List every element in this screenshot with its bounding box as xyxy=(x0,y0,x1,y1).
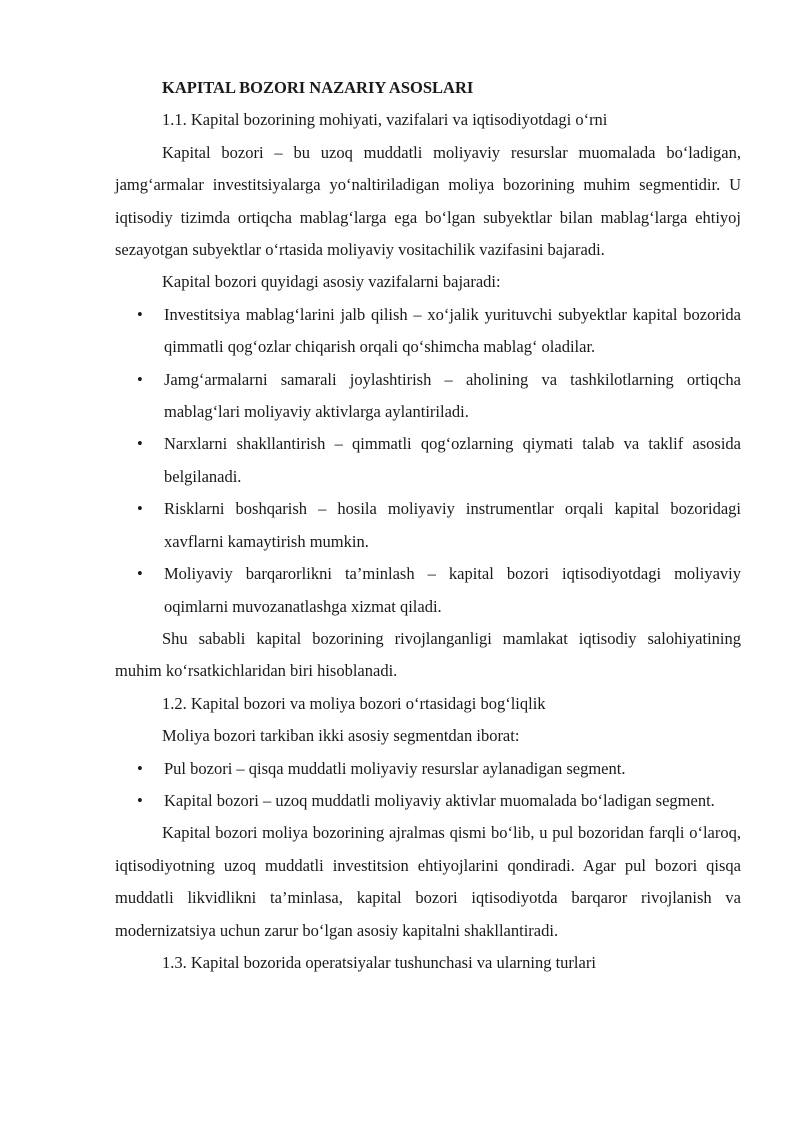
list-item-text: Jamg‘armalarni samarali joylashtirish – aholining va tashkilotlarning ortiqcha mablag‘lari moliyaviy aktivlarga aylantiriladi. xyxy=(164,369,741,422)
segments-list xyxy=(115,753,741,818)
list-item xyxy=(115,753,741,785)
document-page xyxy=(115,72,741,979)
bullet-icon: • xyxy=(137,564,143,584)
paragraph-segments-intro: Moliya bozori tarkiban ikki asosiy segmentdan iborat: xyxy=(162,726,520,746)
paragraph-list-intro: Kapital bozori quyidagi asosiy vazifalarni bajaradi: xyxy=(162,272,501,292)
list-item-text: Investitsiya mablag‘larini jalb qilish – xo‘jalik yurituvchi subyektlar kapital bozorida qimmatli qog‘ozlar chiqarish orqali qo‘shimcha mablag‘ oladilar. xyxy=(164,304,741,357)
list-item xyxy=(115,785,741,817)
list-item-text: Narxlarni shakllantirish – qimmatli qog‘ozlarning qiymati talab va taklif asosida belgilanadi. xyxy=(164,434,741,486)
list-item-text: Kapital bozori – uzoq muddatli moliyaviy aktivlar muomalada bo‘ladigan segment. xyxy=(164,790,715,810)
list-item xyxy=(115,364,741,429)
document-title: KAPITAL BOZORI NAZARIY ASOSLARI xyxy=(162,78,474,97)
section-heading-1-1: 1.1. Kapital bozorining mohiyati, vazifalari va iqtisodiyotdagi o‘rni xyxy=(162,110,608,130)
list-item xyxy=(115,428,741,493)
bullet-icon: • xyxy=(137,369,143,389)
paragraph-conclusion-1-2: Kapital bozori moliya bozorining ajralmas qismi bo‘lib, u pul bozoridan farqli o‘laroq, iqtisodiyotning uzoq muddatli investitsion ehtiyojlarini qondiradi. Agar pul bozori qisqa muddatli likvidlikni ta’minlasa, kapital bozori iqtisodiyotda barqaror rivojlanish va modernizatsiya uchun zarur bo‘lgan asosiy kapitalni shakllantiradi. xyxy=(115,823,741,940)
list-item xyxy=(115,558,741,623)
bullet-icon: • xyxy=(137,758,143,778)
list-item-text: Risklarni boshqarish – hosila moliyaviy instrumentlar orqali kapital bozoridagi xavflarni kamaytirish mumkin. xyxy=(164,499,741,551)
paragraph-conclusion-1-1: Shu sababli kapital bozorining rivojlanganligi mamlakat iqtisodiy salohiyatining muhim ko‘rsatkichlaridan biri hisoblanadi. xyxy=(115,628,741,681)
section-heading-1-2: 1.2. Kapital bozori va moliya bozori o‘rtasidagi bog‘liqlik xyxy=(162,693,546,713)
bullet-icon: • xyxy=(137,434,143,454)
bullet-icon: • xyxy=(137,790,143,810)
list-item xyxy=(115,299,741,364)
list-item-text: Pul bozori – qisqa muddatli moliyaviy resurslar aylanadigan segment. xyxy=(164,758,626,778)
functions-list xyxy=(115,299,741,623)
section-heading-1-3: 1.3. Kapital bozorida operatsiyalar tushunchasi va ularning turlari xyxy=(162,952,596,972)
list-item-text: Moliyaviy barqarorlikni ta’minlash – kapital bozori iqtisodiyotdagi moliyaviy oqimlarni muvozanatlashga xizmat qiladi. xyxy=(164,564,741,616)
bullet-icon: • xyxy=(137,499,143,519)
paragraph-intro: Kapital bozori – bu uzoq muddatli moliyaviy resurslar muomalada bo‘ladigan, jamg‘armalar investitsiyalarga yo‘naltiriladigan moliya bozorining muhim segmentidir. U iqtisodiy tizimda ortiqcha mablag‘larga ega bo‘lgan subyektlar bilan mablag‘larga ehtiyoj sezayotgan subyektlar o‘rtasida moliyaviy vositachilik vazifasini bajaradi. xyxy=(115,142,741,260)
bullet-icon: • xyxy=(137,304,143,324)
list-item xyxy=(115,493,741,558)
